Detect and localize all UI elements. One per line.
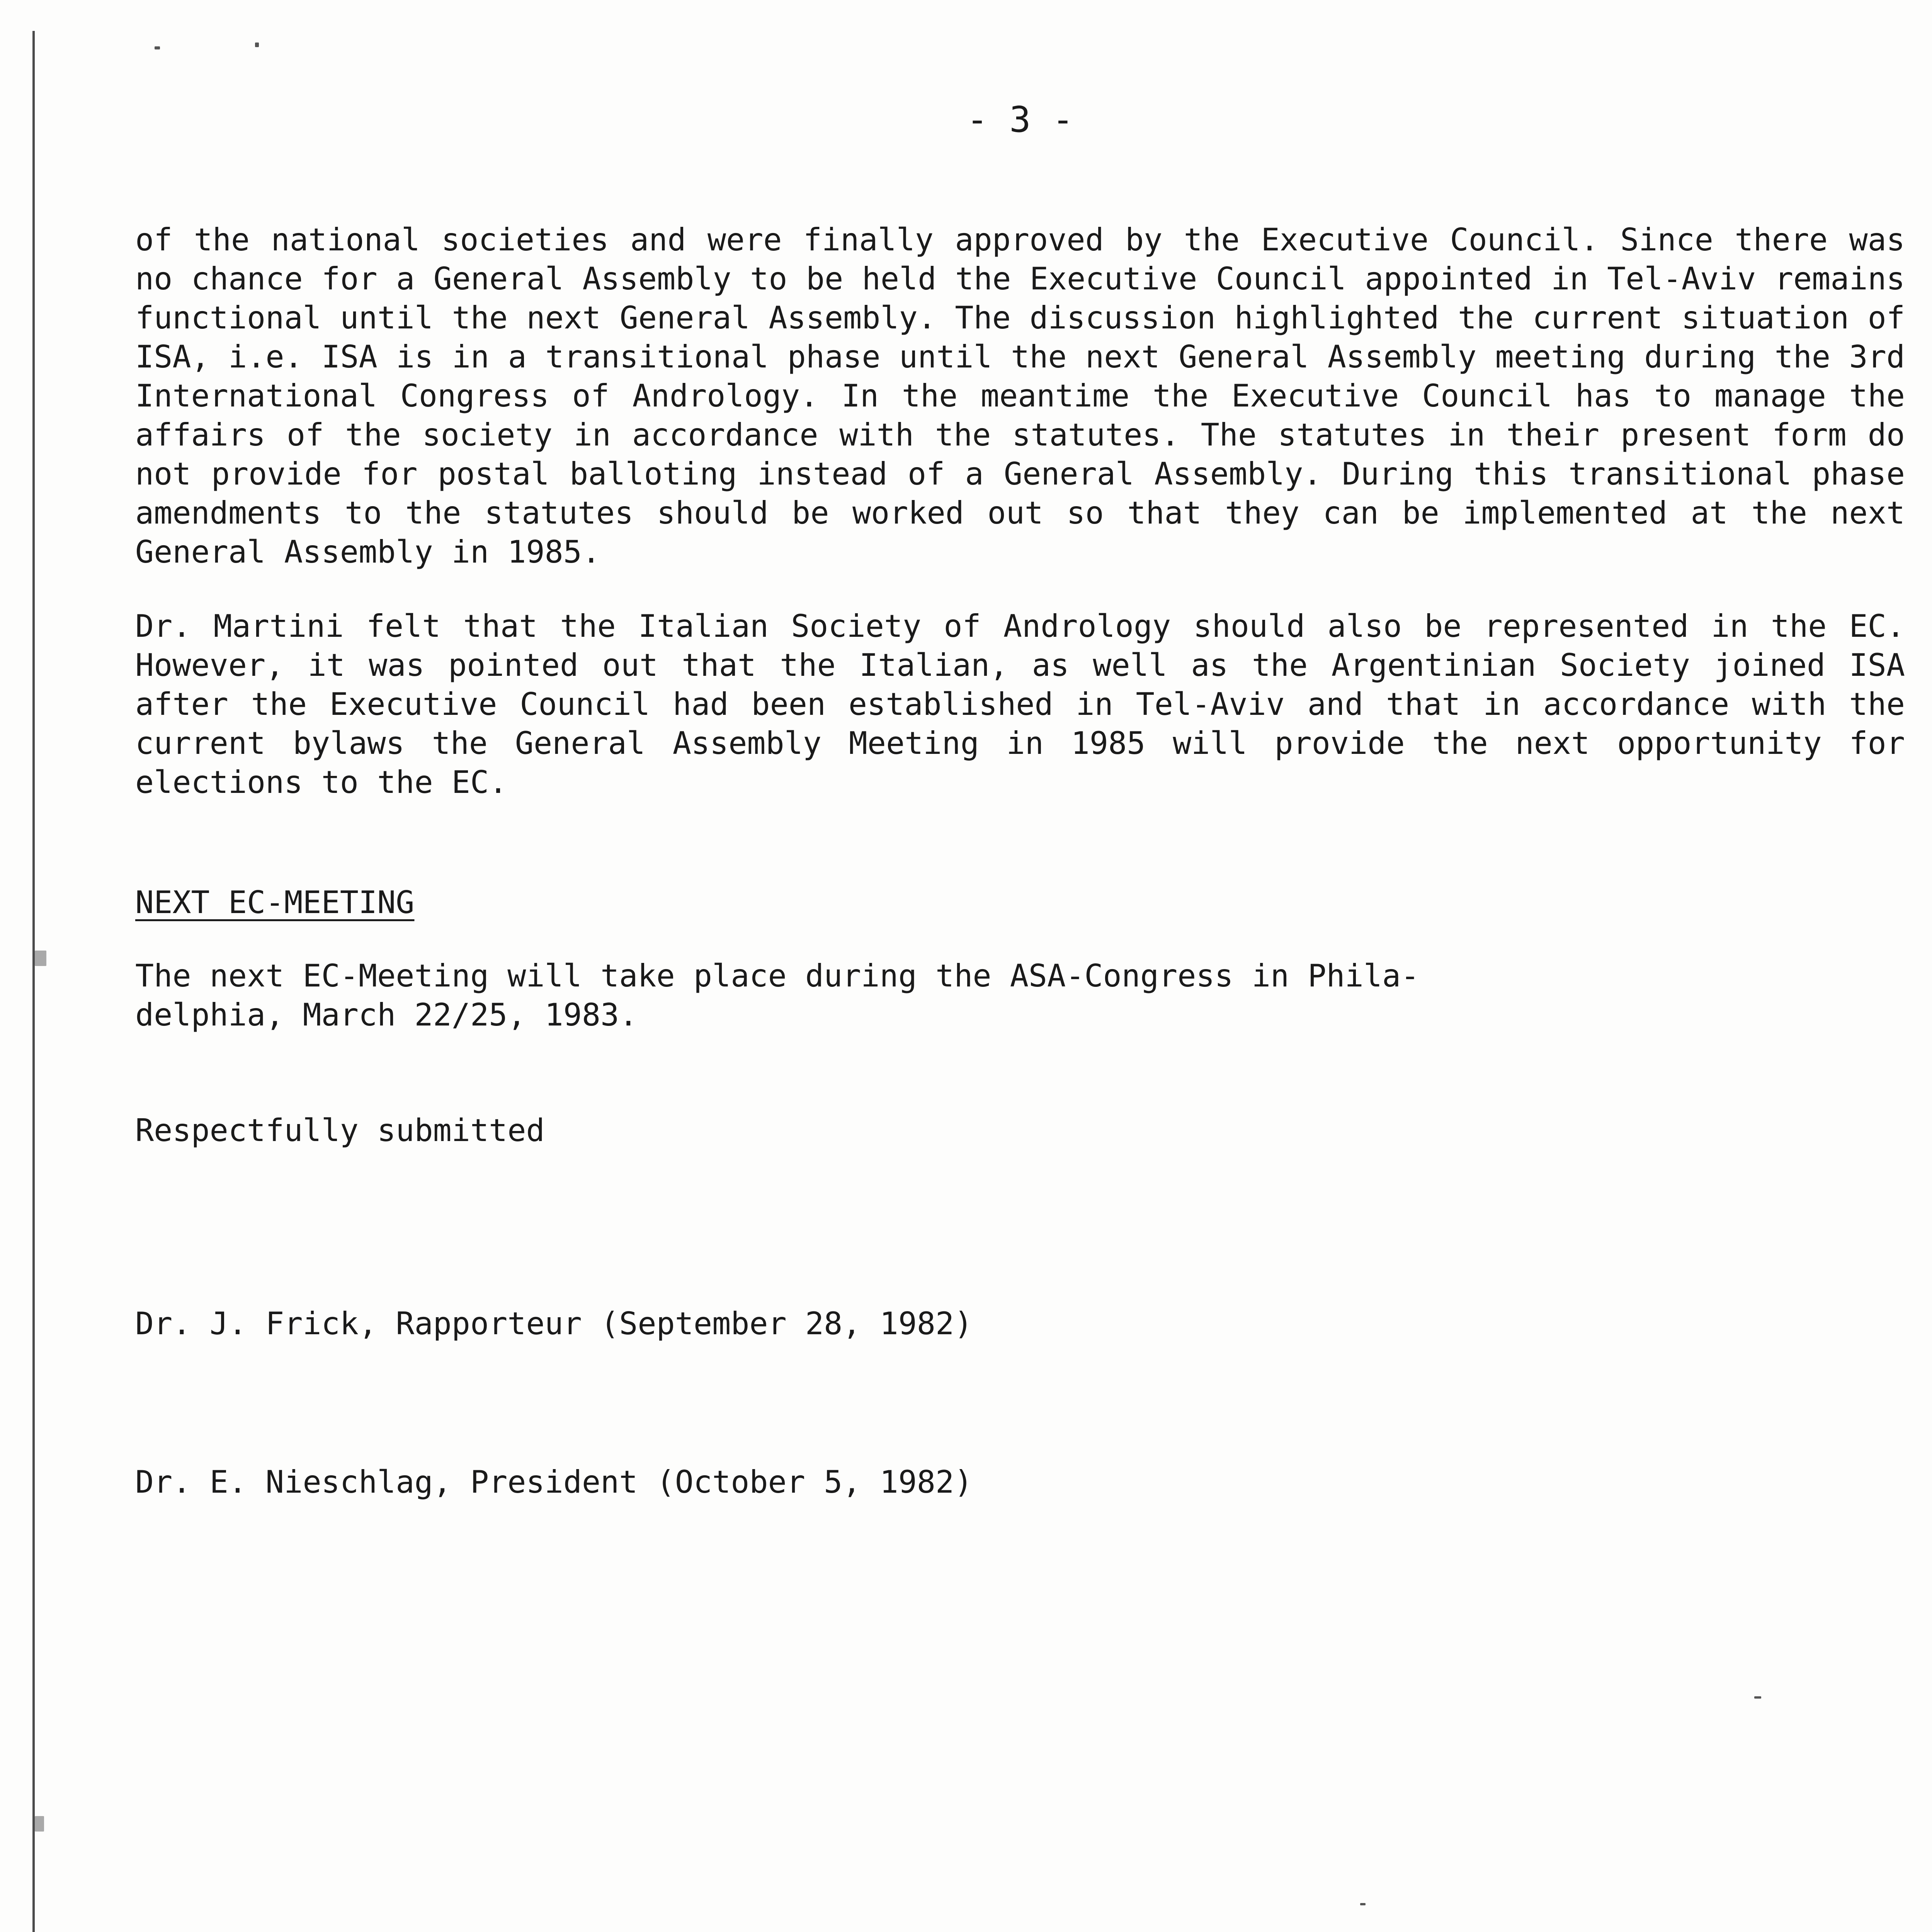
scan-speck: [155, 46, 160, 49]
closing-line: Respectfully submitted: [135, 1112, 545, 1148]
paragraph-next-meeting: The next EC-Meeting will take place during the ASA-Congress in Phila-delphia, March 22/25, 1983.: [135, 958, 1420, 1033]
section-heading: NEXT EC-MEETING: [135, 884, 415, 920]
paragraph-executive-council: of the national societies and were finally approved by the Executive Council. Since there was no chance for a General Assembly to be held the Executive Council appointed in Tel-Aviv remains functional until the next General Assembly. The discussion highlighted the current situation of ISA, i.e. ISA is in a transitional phase until the next General Assembly meeting during the 3rd International Congress of Andrology. In the meantime the Executive Council has to manage the affairs of the society in accordance with the statutes. The statutes in their present form do not provide for postal balloting instead of a General Assembly. During this transitional phase amendments to the statutes should be worked out so that they can be implemented at the next General Assembly in 1985.: [135, 222, 1905, 570]
signature-rapporteur: Dr. J. Frick, Rapporteur (September 28, 1982): [135, 1306, 973, 1342]
scan-speck: [35, 1816, 44, 1832]
signature-president: Dr. E. Nieschlag, President (October 5, 1982): [135, 1464, 973, 1500]
scan-speck: [1360, 1903, 1366, 1905]
page-number: - 3 -: [966, 99, 1074, 140]
paragraph-italian-society: Dr. Martini felt that the Italian Society of Andrology should also be represented in the EC. However, it was pointed out that the Italian, as well as the Argentinian Society joined ISA after the Executive Council had been established in Tel-Aviv and that in accordance with the current bylaws the General Assembly Meeting in 1985 will provide the next opportunity for elections to the EC.: [135, 608, 1905, 800]
scan-edge-line: [32, 31, 35, 1932]
scan-speck: [35, 951, 46, 966]
scan-speck: [1754, 1696, 1761, 1699]
scan-speck: [255, 43, 259, 47]
